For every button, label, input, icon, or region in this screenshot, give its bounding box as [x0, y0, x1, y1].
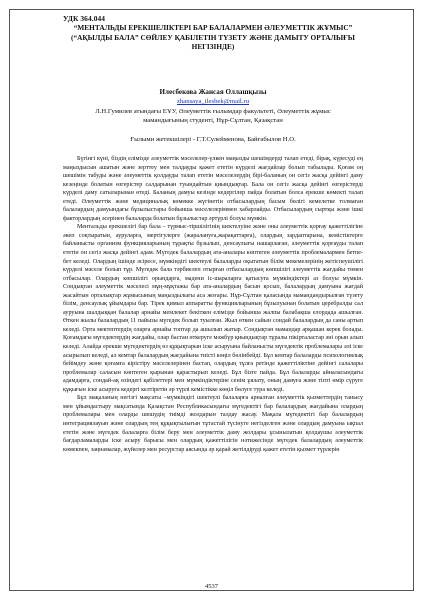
author-email-link[interactable]: zhansaya_ilesbek@mail.ru — [176, 98, 250, 105]
author-name: Илесбекова Жансая Оллашқызы — [159, 88, 267, 96]
article-title: “МЕНТАЛЬДЫ ЕРЕКШЕЛІКТЕРІ БАР БАЛАЛАРМЕН ӘЛЕУМЕТТІК ЖҰМЫС” (“АҚЫЛДЫ БАЛА” СӨЙЛЕУ ҚАБІЛЕТІН ТҮЗЕТУ ЖӘНЕ ДАМЫТУ ОРТАЛЫҒЫ НЕГІЗІНДЕ) — [71, 23, 355, 52]
udk-code: УДК 364.044 — [63, 14, 106, 23]
article-body — [63, 155, 363, 454]
supervisors-line: Ғылыми жетекшілері - Г.Т.Сулейменова, Байғабылов Н.О. — [130, 136, 296, 143]
author-affiliation-line-1: Л.Н.Гумилев атындағы ЕҰУ, Әлеуметтік ғылымдар факультеті, Әлеуметтік жұмыс — [95, 108, 331, 115]
body-paragraph-2: Ментальды ерекшелігі бар бала – түрмыс-тіршілігінің шектелуіне және оны әлеуметтік қорғау қажеттілігіне әкеп соқтыратын, ауруларға, мертігулерге (жаралануға,жарақаттарға), олардың зардаптарына, кемістіктерге байланысты организм функцияларының тұрақты бұзылып, денсаулығы нашарлаған, әлеуметтік қорғауды талап ететін он сегіз жасқа дейінгі адам. Мүгедек балалардың ата-аналары көптеген әлеуметтік проблемалармен бетпе-бет келеді. Олардың ішінде әсіресе, мүмкіндігі шектеулі балаларды оқытатын білім мекемелерінің жетіспеушілігі күрделі мәселе болып тұр. Мүгедек бала тәрбиелеп отырған отбасылардың көпшілігі әлеуметтік жағдайы төмен отбасылар. Олардың көпшілігі орындарға, мадени іс-шараларға қатысуға мүмкіндіктері аз болуы мүмкін. Сондықтан әлеуметтік мәселесі мұң-мұқтажы бар ата-аналардың басын қосып, балалардың дамуына жағдай жасайтын орталықтар жұмысының маңыздылығы аса жоғары. Нұр-Сұлтан қаласында мамандандырылған түзету білім, денсаулық ұйымдары бар. Тірек қимыл аппаратты функциялырының бұзылуынан болатын церебралды сал ауруына шалдыққан балалар арнайы мемлекет бекіткен елімізде бойынша жалпы балабақша елордада ашылған. Өткен жылы балалардың 11 пайызы мүгедек болып туылған. Жыл өткен сайын сондай балалардың да саны артып келеді. Орта мектептердің оларға арнайы топтар да ашылып жатыр. Сондықтан мамандар арқашан керек болады. Қоғамдағы мүгедектердің жағдайы, олар бастан өткеруге мәжбүр қиындықтар тұралы пікірталастар әні орын алып келеді. Алайда ерекше мүгедектердің өз құқықтарын іске асыруына байланысты мүгедектік проблемалары әлі іске асырылып келеді, ал кемтар балалардың жағдайына тиісті көңіл бөлінбейді. Бұл кемтар балаларды психологиялық бейімдеу және қоғамға кірістіру мәселелерінен бастап, олардың тұлға ретінде қажеттіліктіне дейінгі салалары проблемалар саласын көптеген қырынан қарастырып келеді. Бұл бізге пайда. Бұл балаларды айналасындағы адамдарға, сондай-ақ өзіндегі қабілеттері мен мүмкіндіктеріне сенім ұялату, оның дамуға және тіпті өмір сүруге құқығын іске асыруға кедергі келтіретін әр түрлі кемістікке көңіл бөлуге тура келеді. — [63, 224, 363, 393]
body-paragraph-1: Бүгінгі күні, бiздiң елiмiздe әлeумeттiк мәселелер-үлкен маңызды шешімдерді талап етеді, бірақ, күресуді ең маңыздысын ашатын және зерттеу мен талдауды қажет ететін күрделі жағдайлар болып табылады. Қоғам оң шешімін табуды және әлеуметтік қолдауды талап ететін мәселелердің бірі-баланың он сегіз жасқа дейінгі даму кезеңінде болатын өзгерістер салдарынан туындайтын қиындықтар. Бала он сегіз жасқа дейінгі өзгерістерді күрделі даму сатыларынан өтеді. Баланың дамуы кезінде кедергілер пайда болатын болса ерекше көмекті талап етеді. Әлеуметтік және медициналық көмекке жүгінетін отбасылардың басым бөлігі кемелетке толмаған балалардың дамуындағы бұзылыстары бойынша мәселелеріммен хабарлайды. Отбасылардың сыртқы және ішкі факторлардың әсерінен балаларда болатын бұзылыстар әртүрлі болуы мүмкін. — [63, 156, 363, 222]
author-affiliation-line-2: мамандығының студенті, Нұр-Сұлтан, Қазақстан — [143, 117, 283, 124]
page-number: 4537 — [205, 583, 218, 590]
body-paragraph-3: Бұл мақаланың негізгі мақсаты –мүмкіндігі шектеулі балаларға арналған әлеуметтік қызметтердің танысу мен ұйымдастыру мақсатында Қазақстан Республикасындағы мүгедектігі бар балалардың жағдайына олардың проблемалары мен оларды шешудің тиімді жолдарын талдау жасау. Мақала мүгедектігі бар балалардың интеграциялауын және олардың тең құқықтылығын тұтастай түсінуге негізделген және олардың дамуына ықпал ететін және мүгедек балаларға білім беру мен әлеуметтік даму жолдары ұсынылатын қолдаушы әлеуметтік бағдарламаларды іске асыру барысы мен олардың қажеттілігін нәтижесінде мүгедек балалардың әлеуметтік көмекпен, заңнамалар, жүйелер мен ресурстар аясында әр қарай жетілдіруді қажет ететін қызмет түрлерін — [63, 395, 363, 453]
